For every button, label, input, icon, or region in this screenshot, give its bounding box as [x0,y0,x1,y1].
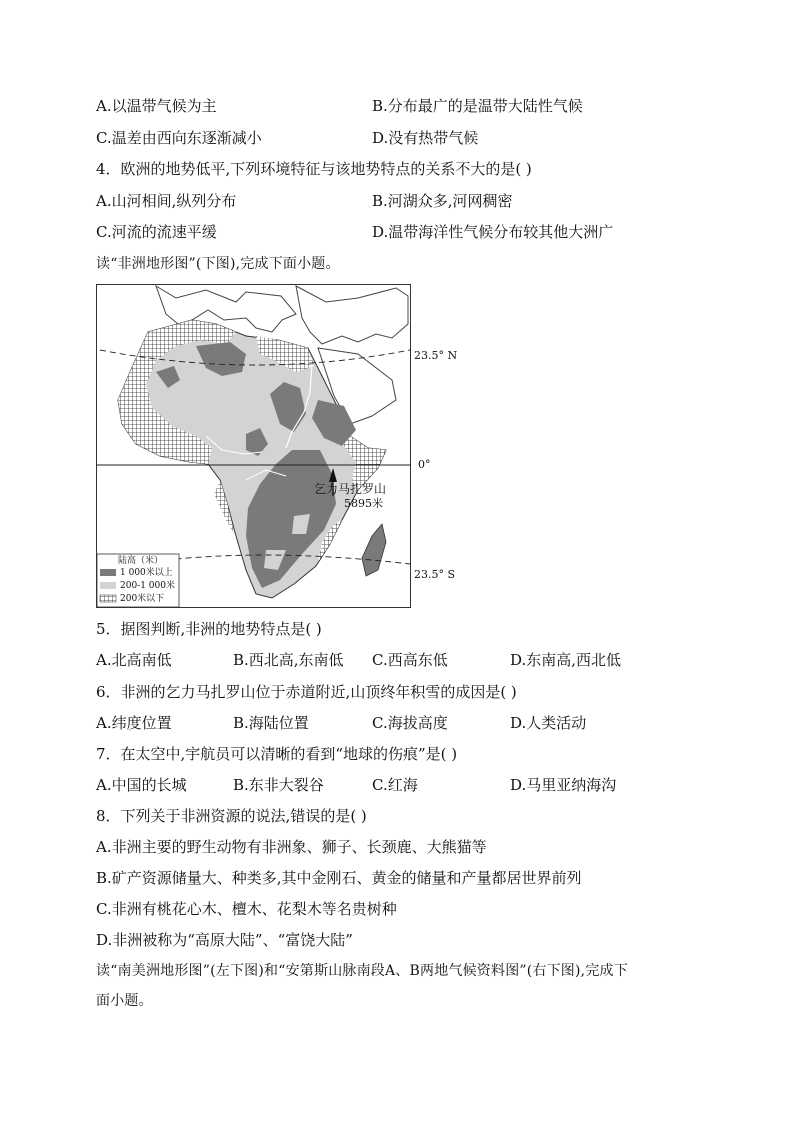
q7-option-b: B.东非大裂谷 [233,776,324,794]
sa-intro-line2: 面小题。 [96,993,153,1009]
africa-intro: 读“非洲地形图”(下图),完成下面小题。 [96,256,340,272]
q7-option-d: D.马里亚纳海沟 [510,776,617,794]
q6-option-c: C.海拔高度 [372,714,448,732]
q5-option-c: C.西高东低 [372,651,448,669]
tropic-capricorn-label: 23.5° S [414,568,456,581]
q3-option-c: C.温差由西向东逐渐减小 [96,129,262,147]
q7-option-a: A.中国的长城 [96,776,187,794]
q4-option-a: A.山河相间,纵列分布 [96,192,237,210]
q5-option-d: D.东南高,西北低 [510,651,622,669]
q6-stem: 6．非洲的乞力马扎罗山位于赤道附近,山顶终年积雪的成因是( ) [96,683,517,701]
equator-label: 0° [418,458,431,471]
q6-option-b: B.海陆位置 [233,714,309,732]
legend-title: 陆高（米） [118,556,164,566]
q4-option-d: D.温带海洋性气候分布较其他大洲广 [372,223,614,241]
tropic-cancer-label: 23.5° N [414,349,458,362]
legend-high: 1 000米以上 [120,568,173,578]
q6-option-a: A.纬度位置 [96,714,172,732]
q7-option-c: C.红海 [372,776,418,794]
q8-option-a: A.非洲主要的野生动物有非洲象、狮子、长颈鹿、大熊猫等 [96,838,487,856]
q8-option-d: D.非洲被称为“高原大陆”、“富饶大陆” [96,931,353,949]
q5-option-a: A.北高南低 [96,651,172,669]
q4-option-b: B.河湖众多,河网稠密 [372,192,513,210]
kilimanjaro-label: 乞力马扎罗山 [314,482,387,496]
q5-option-b: B.西北高,东南低 [233,651,344,669]
q3-option-b: B.分布最广的是温带大陆性气候 [372,97,583,115]
q8-stem: 8．下列关于非洲资源的说法,错误的是( ) [96,807,367,825]
africa-topographic-map [96,284,458,608]
kilimanjaro-height: 5895米 [344,497,383,510]
q5-stem: 5．据图判断,非洲的地势特点是( ) [96,620,322,638]
legend-low: 200米以下 [120,594,165,604]
legend-mid: 200-1 000米 [120,581,175,591]
q8-option-b: B.矿产资源储量大、种类多,其中金刚石、黄金的储量和产量都居世界前列 [96,869,582,887]
q8-option-c: C.非洲有桃花心木、檀木、花梨木等名贵树种 [96,900,397,918]
q3-option-a: A.以温带气候为主 [96,97,217,115]
q4-option-c: C.河流的流速平缓 [96,223,217,241]
q4-stem: 4．欧洲的地势低平,下列环境特征与该地势特点的关系不大的是( ) [96,160,532,178]
q6-option-d: D.人类活动 [510,714,587,732]
sa-intro-line1: 读“南美洲地形图”(左下图)和“安第斯山脉南段A、B两地气候资料图”(右下图),完成下 [96,963,628,979]
q7-stem: 7．在太空中,宇航员可以清晰的看到“地球的伤痕”是( ) [96,745,458,763]
q3-option-d: D.没有热带气候 [372,129,479,147]
